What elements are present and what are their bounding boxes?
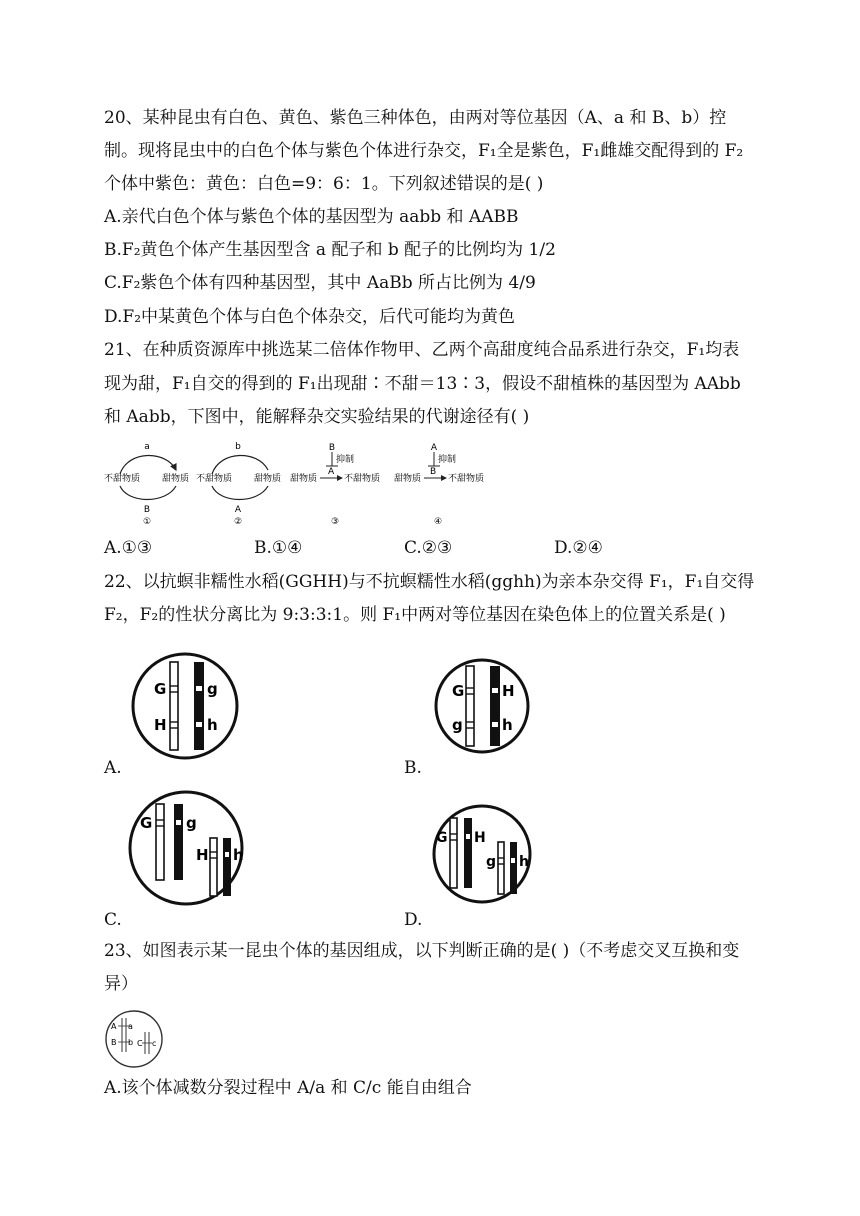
pathway-2-upper-arc [212,455,268,474]
pathway-3-inhibitor-gene: B [328,443,336,453]
pathway-1-lower-arc [120,486,176,500]
gene-label-G: G [140,814,153,832]
metabolic-pathway-figure [100,440,500,528]
pathway-4-inhibit-label: 抑制 [438,455,457,465]
q21-option-b: B.①④ [254,538,303,558]
q20-option-b: B.F₂黄色个体产生基因型含 a 配子和 b 配子的比例均为 1/2 [104,240,556,260]
q22-option-a-label: A. [104,758,122,778]
q23-stem-line1: 23、如图表示某一昆虫个体的基因组成，以下判断正确的是( )（不考虑交叉互换和变 [104,941,740,961]
q20-option-a: A.亲代白色个体与紫色个体的基因型为 aabb 和 AABB [104,207,519,227]
q21-option-d: D.②④ [554,538,603,558]
pathway-3-right-substance: 不甜物质 [344,474,381,484]
q21-stem-line2: 现为甜，F₁自交的得到的 F₁出现甜∶不甜＝13∶3，假设不甜植株的基因型为 AAbb [104,374,741,394]
q21-option-a: A.①③ [104,538,153,558]
gene-label-H: H [196,846,209,864]
pathway-2-right-substance: 甜物质 [254,474,282,484]
q22-cell-diagram-c [120,790,270,910]
q21-option-c: C.②③ [404,538,453,558]
pathway-3-inhibit-label: 抑制 [336,455,355,465]
gene-label-g: g [186,814,197,832]
pathway-3-left-substance: 甜物质 [290,474,318,484]
pathway-3 [290,443,380,527]
q20-option-d: D.F₂中某黄色个体与白色个体杂交，后代可能均为黄色 [104,307,516,327]
q22-option-d-label: D. [404,910,423,930]
gene-label-H: H [474,830,486,846]
q23-insect-genotype-diagram [104,1008,166,1070]
pathway-3-number: ③ [330,517,340,527]
pathway-4-left-substance: 甜物质 [394,474,422,484]
pathway-1 [104,442,189,527]
q23-gene-b: b [128,1038,134,1047]
q23-gene-B: B [111,1038,117,1047]
pathway-1-number: ① [142,517,152,527]
pathway-2-left-substance: 不甜物质 [196,474,233,484]
q22-option-c-label: C. [104,910,122,930]
q22-stem-line2: F₂，F₂的性状分离比为 9:3:3:1。则 F₁中两对等位基因在染色体上的位置关系是( ) [104,605,726,625]
gene-label-G: G [452,682,465,700]
q23-gene-c: c [152,1039,157,1048]
gene-label-h: h [519,854,529,870]
q20-stem-line2: 制。现将昆虫中的白色个体与紫色个体进行杂交，F₁全是紫色，F₁雌雄交配得到的 F₂ [104,141,744,161]
gene-label-h: h [233,846,244,864]
q22-cell-diagram-b [418,652,548,762]
q23-gene-C: C [137,1039,143,1048]
q22-stem-line1: 22、以抗螟非糯性水稻(GGHH)与不抗螟糯性水稻(gghh)为亲本杂交得 F₁，F₁自交得 [104,572,755,592]
pathway-2 [196,442,281,527]
pathway-2-lower-arc [212,486,268,500]
gene-label-g: g [486,854,497,870]
pathway-4-right-substance: 不甜物质 [448,474,485,484]
pathway-2-top-gene: b [235,442,241,452]
gene-label-h: h [207,716,218,734]
gene-label-G: G [436,830,448,846]
q23-gene-A: A [111,1022,117,1031]
pathway-2-number: ② [233,517,243,527]
q22-cell-diagram-a [116,652,256,762]
q21-stem-line1: 21、在种质资源库中挑选某二倍体作物甲、乙两个高甜度纯合品系进行杂交，F₁均表 [104,340,740,360]
q23-option-a: A.该个体减数分裂过程中 A/a 和 C/c 能自由组合 [104,1078,472,1098]
gene-label-g: g [207,680,218,698]
pathway-4-inhibitor-gene: A [430,443,438,453]
q23-stem-line2: 异） [104,974,138,994]
gene-label-H: H [154,716,167,734]
q22-option-b-label: B. [404,758,422,778]
q22-cell-diagram-d [420,800,550,910]
gene-label-g: g [452,716,463,734]
pathway-4-number: ④ [433,517,443,527]
pathway-1-left-substance: 不甜物质 [104,474,141,484]
gene-label-G: G [154,680,167,698]
q20-option-c: C.F₂紫色个体有四种基因型，其中 AaBb 所占比例为 4/9 [104,273,536,293]
q20-stem-line1: 20、某种昆虫有白色、黄色、紫色三种体色，由两对等位基因（A、a 和 B、b）控 [104,108,727,128]
pathway-1-top-gene: a [144,442,150,452]
pathway-2-bottom-gene: A [234,505,242,515]
pathway-1-right-substance: 甜物质 [162,474,190,484]
q20-stem-line3: 个体中紫色：黄色：白色=9：6：1。下列叙述错误的是( ) [104,174,544,194]
q21-stem-line3: 和 Aabb，下图中，能解释杂交实验结果的代谢途径有( ) [104,407,530,427]
pathway-1-bottom-gene: B [143,505,151,515]
q23-gene-a: a [128,1022,133,1031]
gene-label-h: h [502,716,513,734]
pathway-1-upper-arrow [120,455,176,474]
pathway-4-arrow-gene: B [430,467,437,477]
gene-label-H: H [502,682,515,700]
pathway-4 [394,443,484,527]
pathway-3-arrow-gene: A [328,467,335,477]
